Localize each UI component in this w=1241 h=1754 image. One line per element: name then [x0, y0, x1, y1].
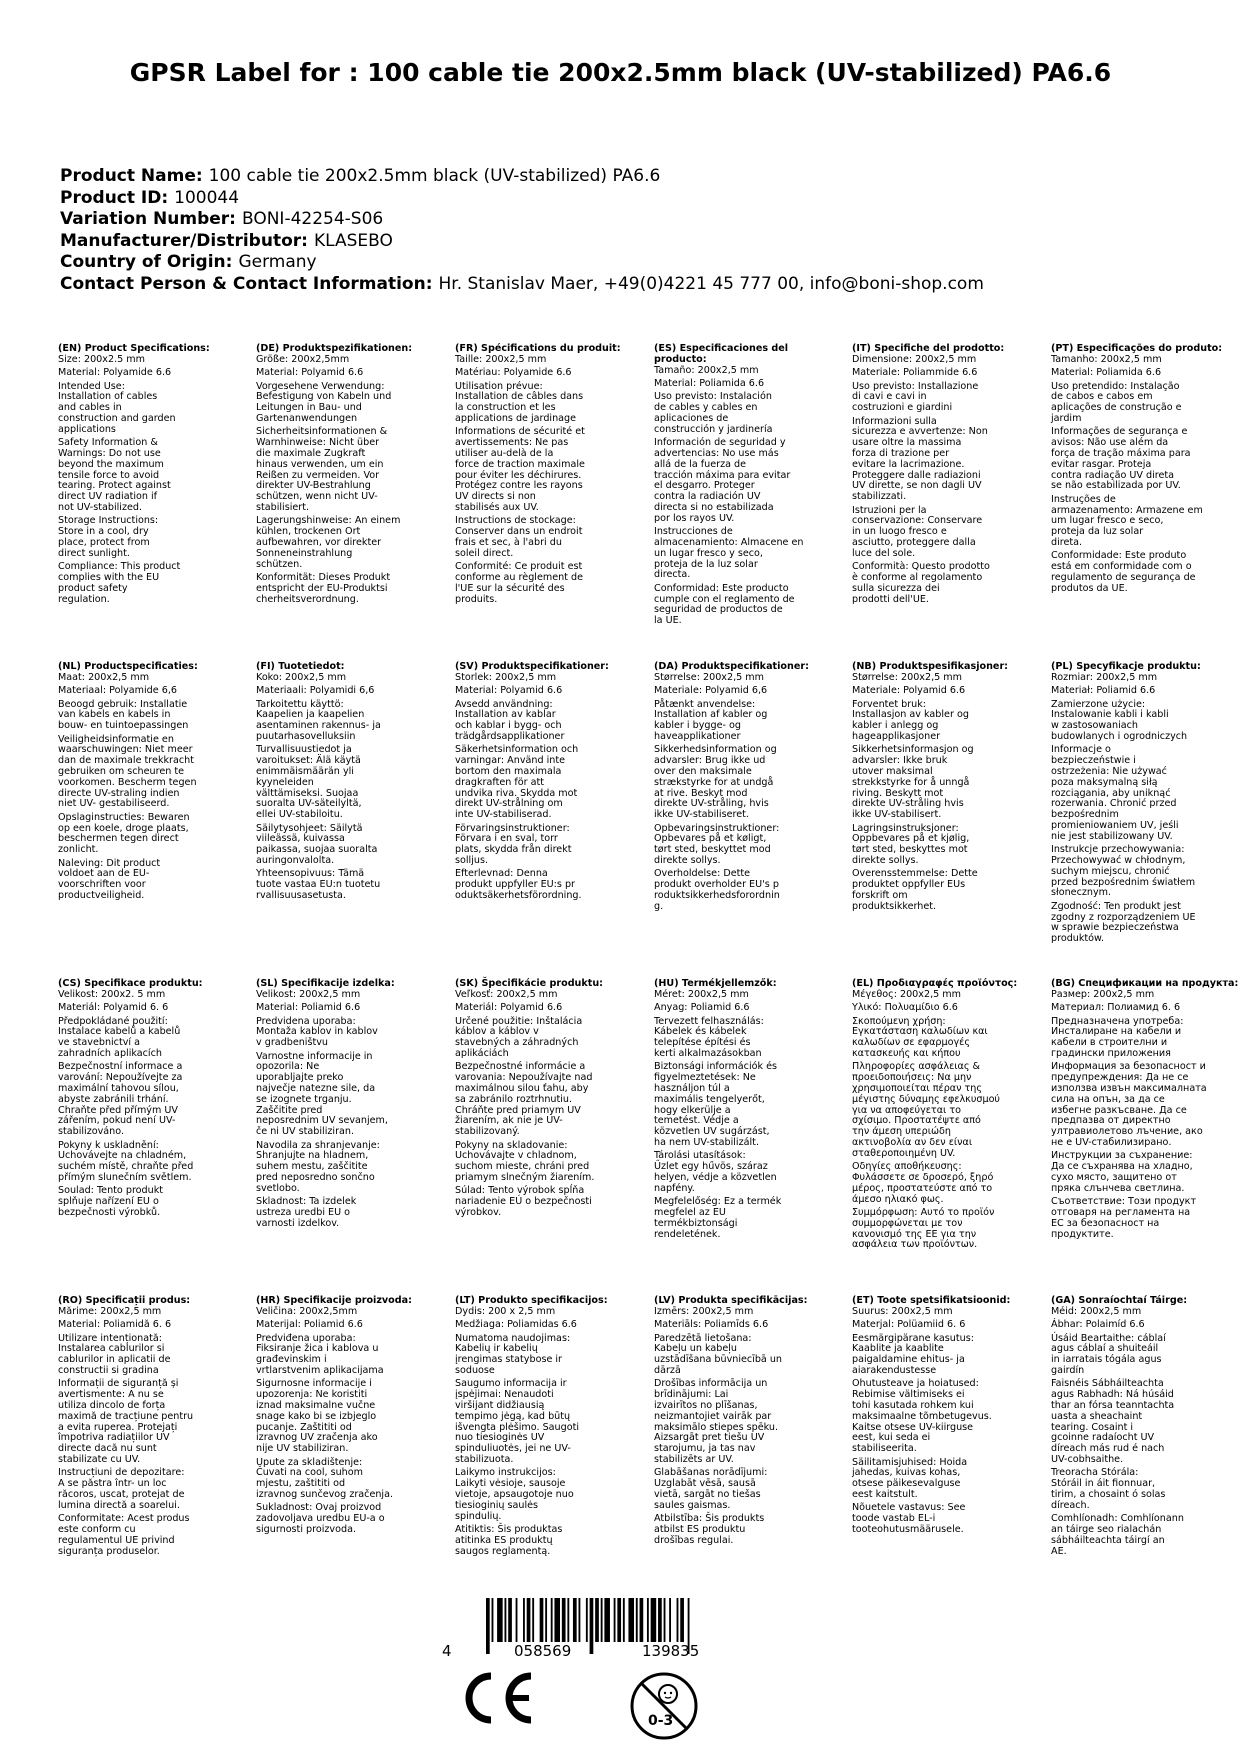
spec-column [256, 1296, 444, 1538]
spec-paragraph: Informations de sécurité et avertissements: Ne pas utiliser au-delà de la force de traction maximale pour éviter les déchirures. Protégez contre les rayons UV directs si non stabilisés aux UV. [455, 426, 585, 513]
spec-paragraph: Veľkosť: 200x2,5 mm [455, 988, 558, 1000]
spec-paragraph: Veiligheidsinformatie en waarschuwingen: Niet meer dan de maximale trekkracht gebruiken om scheuren te voorkomen. Bescherm tegen directe UV-straling indien niet UV- gestabiliseerd. [58, 733, 197, 810]
spec-column [58, 1296, 246, 1560]
spec-paragraph: Zamierzone użycie: Instalowanie kabli i kabli w zastosowaniach budowlanych i ogrodniczych [1051, 698, 1188, 742]
spec-paragraph: Informazioni sulla sicurezza e avvertenze: Non usare oltre la massima forza di trazione per evitare la lacrimazione. Proteggere dalle radiazioni UV dirette, se non dagli UV stabilizzati. [852, 415, 988, 503]
barcode-bar [573, 1598, 577, 1642]
spec-paragraph: Συμμόρφωση: Αυτό το προϊόν συμμορφώνεται με τον κανονισμό της ΕΕ για την ασφάλεια των προϊόντων. [852, 1206, 995, 1251]
spec-paragraph: Méret: 200x2,5 mm [654, 988, 749, 1000]
spec-paragraph: Förvaringsinstruktioner: Förvara i en sval, torr plats, skydda från direkt solljus. [455, 822, 572, 866]
spec-paragraph: Comhlíonadh: Comhlíonann an táirge seo rialachán sábháilteachta táirgí an AE. [1051, 1513, 1184, 1557]
spec-paragraph: Materiaal: Polyamide 6,6 [58, 685, 177, 697]
spec-paragraph: Koko: 200x2,5 mm [256, 671, 347, 683]
spec-paragraph: Dydis: 200 x 2,5 mm [455, 1305, 556, 1317]
spec-paragraph: Υλικό: Πολυαμίδιο 6.6 [852, 1002, 958, 1014]
spec-paragraph: Méid: 200x2,5 mm [1051, 1305, 1142, 1317]
spec-paragraph: Numatoma naudojimas: Kabelių ir kabelių įrengimas statybose ir soduose [455, 1332, 571, 1376]
info-value: Germany [238, 252, 317, 273]
spec-paragraph: Atitiktis: Šis produktas atitinka ES produktų saugos reglamentą. [455, 1523, 563, 1557]
spec-paragraph: Tarkoitettu käyttö: Kaapelien ja kaapelien asentaminen rakennus- ja puutarhasovelluksiin [256, 698, 381, 742]
spec-paragraph: Material: Poliamid 6.6 [256, 1002, 361, 1014]
info-value: BONI-42254-S06 [241, 209, 384, 230]
spec-paragraph: Uso pretendido: Instalação de cabos e cabos em aplicações de construção e jardim [1051, 380, 1182, 424]
spec-paragraph: Materijal: Poliamid 6.6 [256, 1319, 363, 1331]
spec-paragraph: Информация за безопасност и предупреждения: Да не се използва извън максималната сила на опън, за да се избегне разкъсване. Да се предпазва от директно ултравиолетово лъчение, ако не е UV-стабилизирано. [1051, 1061, 1207, 1148]
spec-heading: (SV) Produktspecifikationer: [455, 661, 609, 672]
spec-paragraph: Eesmärgipärane kasutus: Kaablite ja kaablite paigaldamine ehitus- ja aiarakendustesse [852, 1332, 974, 1376]
spec-column [852, 979, 1040, 1254]
spec-column [654, 979, 842, 1243]
spec-paragraph: Vorgesehene Verwendung: Befestigung von Kabeln und Leitungen in Bau- und Gartenanwendungen [256, 380, 392, 424]
barcode-bar [516, 1598, 518, 1642]
spec-paragraph: Predvidena uporaba: Montaža kablov in kablov v gradbeništvu [256, 1015, 378, 1049]
spec-paragraph: Úsáid Beartaithe: cáblaí agus cáblaí a shuiteáil in iarratais tógála agus gairdín [1051, 1332, 1166, 1376]
spec-heading: (BG) Спецификации на продукта: [1051, 978, 1239, 989]
info-label: Manufacturer/Distributor: [60, 230, 308, 251]
spec-paragraph: Instrukcje przechowywania: Przechowywać w chłodnym, suchym miejscu, chronić przed bezpośrednim światłem słonecznym. [1051, 844, 1196, 899]
page-title: GPSR Label for : 100 cable tie 200x2.5mm black (UV-stabilized) PA6.6 [129, 58, 1112, 87]
barcode-bar [523, 1598, 525, 1642]
spec-paragraph: Lagerungshinweise: An einem kühlen, trockenen Ort aufbewahren, vor direkter Sonneneinstrahlung schützen. [256, 515, 401, 570]
spec-paragraph: Drošības informācija un brīdinājumi: Lai izvairītos no plīšanas, neizmantojiet vairāk par maksimālo stiepes spēku. Aizsargāt pret tiešu UV starojumu, ja tas nav stabilizēts ar UV. [654, 1378, 779, 1465]
info-value: KLASEBO [313, 230, 393, 251]
spec-column [58, 344, 246, 608]
spec-paragraph: Forventet bruk: Installasjon av kabler og kabler i anlegg og hageapplikasjoner [852, 698, 969, 742]
spec-paragraph: Tervezett felhasználás: Kábelek és kábelek telepítése építési és kerti alkalmazásokban [654, 1015, 764, 1059]
spec-paragraph: Veličina: 200x2,5mm [256, 1305, 358, 1317]
spec-column [58, 662, 246, 904]
spec-paragraph: Sikkerhetsinformasjon og advarsler: Ikke bruk utover maksimal strekkstyrke for å unngå riving. Beskytt mot direkte UV-stråling hvis ikke UV-stabilisert. [852, 744, 974, 821]
barcode-bar [545, 1598, 547, 1642]
barcode-bar [586, 1598, 588, 1642]
spec-paragraph: Tamaño: 200x2,5 mm [654, 364, 759, 376]
not-for-children-0-3-icon [628, 1670, 700, 1742]
spec-paragraph: Předpokládané použití: Instalace kabelů a kabelů ve stavebnictví a zahradních aplikacích [58, 1015, 181, 1059]
spec-heading: (CS) Specifikace produktu: [58, 978, 203, 989]
spec-column [455, 662, 643, 904]
info-label: Country of Origin: [60, 252, 233, 273]
spec-heading: (SL) Specifikacije izdelka: [256, 978, 395, 989]
spec-paragraph: Bezpečnostní informace a varování: Nepoužívejte za maximální tahovou sílou, abyste zabránili trhání. Chraňte před přímým UV zářením, pokud není UV- stabilizováno. [58, 1061, 183, 1138]
spec-paragraph: Informacje o bezpieczeństwie i ostrzeżenia: Nie używać poza maksymalną siłą rozciągania, aby uniknąć rozerwania. Chronić przed bezpośrednim promieniowaniem UV, jeśli nie jest stabilizowany UV. [1051, 744, 1179, 842]
barcode-bar [677, 1598, 679, 1642]
age-label: 0-3 [648, 1713, 674, 1729]
spec-paragraph: Beoogd gebruik: Installatie van kabels en kabels in bouw- en tuintoepassingen [58, 698, 189, 732]
spec-paragraph: Upute za skladištenje: Čuvati na cool, suhom mjestu, zaštititi od izravnog sunčevog zračenja. [256, 1456, 394, 1500]
spec-paragraph: Instructions de stockage: Conserver dans un endroit frais et sec, à l'abri du soleil direct. [455, 515, 583, 559]
spec-heading: (GA) Sonraíochtaí Táirge: [1051, 1295, 1188, 1306]
spec-paragraph: Materiale: Polyamid 6.6 [852, 685, 966, 697]
spec-paragraph: Instruções de armazenamento: Armazene em um lugar fresco e seco, proteja da luz solar direta. [1051, 493, 1203, 548]
barcode-bar [664, 1598, 666, 1642]
barcode-bar [540, 1598, 544, 1642]
spec-paragraph: Súlad: Tento výrobok spĺňa nariadenie EÚ o bezpečnosti výrobkov. [455, 1185, 592, 1218]
barcode-bar [505, 1598, 507, 1642]
spec-paragraph: Informații de siguranță și avertismente: A nu se utiliza dincolo de forța maximă de tracțiune pentru a evita ruperea. Protejați împotriva radiațiilor UV directe dacă nu sunt stabilizate cu UV. [58, 1378, 194, 1465]
spec-paragraph: Størrelse: 200x2,5 mm [654, 671, 764, 683]
spec-column [852, 344, 1040, 608]
spec-paragraph: Ábhar: Polaimíd 6.6 [1051, 1319, 1145, 1331]
barcode-bar [579, 1598, 581, 1642]
spec-heading: (DA) Produktspecifikationer: [654, 661, 809, 672]
spec-column [654, 1296, 842, 1549]
spec-paragraph: Megfelelőség: Ez a termék megfelel az EU termékbiztonsági rendeletének. [654, 1196, 782, 1240]
barcode-bar [658, 1598, 662, 1642]
spec-paragraph: Dimensione: 200x2,5 mm [852, 353, 977, 365]
spec-paragraph: Sikkerhedsinformation og advarsler: Brug ikke ud over den maksimale strækstyrke for at undgå at rive. Beskyt mod direkte UV-stråling, hvis ikke UV-stabiliseret. [654, 744, 777, 821]
barcode-bar [508, 1598, 512, 1642]
spec-paragraph: Paredzētā lietošana: Kabeļu un kabeļu uzstādīšana būvniecībā un dārzā [654, 1332, 783, 1376]
spec-heading: (FR) Spécifications du produit: [455, 343, 621, 354]
spec-paragraph: Säilitamisjuhised: Hoida jahedas, kuivas kohas, otsese päikesevalguse eest kaitstult. [852, 1456, 968, 1500]
spec-paragraph: Storlek: 200x2,5 mm [455, 671, 557, 683]
spec-paragraph: Efterlevnad: Denna produkt uppfyller EU:s pr oduktsäkerhetsförordning. [455, 868, 582, 901]
spec-paragraph: Bezpečnostné informácie a varovania: Nepoužívajte nad maximálnou silou ťahu, aby sa zabránilo roztrhnutiu. Chráňte pred priamym UV žiarením, ak nie je UV- stabilizovaný. [455, 1061, 593, 1138]
spec-heading: (RO) Specificații produs: [58, 1295, 191, 1306]
barcode-bar [651, 1598, 657, 1642]
barcode-bar [551, 1598, 553, 1642]
spec-paragraph: Faisnéis Sábháilteachta agus Rabhadh: Ná húsáid thar an fórsa teanntachta uasta a sheachaint tearing. Cosaint i gcoinne radaíocht UV díreach más rud é nach UV-cobhsaithe. [1051, 1378, 1175, 1465]
spec-paragraph: Conformité: Ce produit est conforme au règlement de l'UE sur la sécurité des produits. [455, 561, 583, 605]
spec-paragraph: Opbevaringsinstruktioner: Opbevares på et køligt, tørt sted, beskyttet mod direkte sollys. [654, 822, 780, 866]
spec-column [852, 1296, 1040, 1538]
info-row [60, 274, 1200, 296]
spec-paragraph: Konformität: Dieses Produkt entspricht der EU-Produktsi cherheitsverordnung. [256, 571, 391, 605]
spec-heading: (LT) Produkto specifikacijos: [455, 1295, 608, 1306]
barcode-bar [604, 1598, 610, 1642]
spec-paragraph: Rozmiar: 200x2,5 mm [1051, 671, 1158, 683]
spec-paragraph: Materiale: Polyamid 6,6 [654, 685, 768, 697]
barcode-bar [614, 1598, 616, 1642]
spec-paragraph: Инструкции за съхранение: Да се съхранява на хладно, сухо място, защитено от пряка слънчева светлина. [1051, 1150, 1193, 1194]
spec-column [1051, 1296, 1239, 1560]
barcode-bar [486, 1598, 490, 1654]
info-value: 100 cable tie 200x2.5mm black (UV-stabilized) PA6.6 [208, 166, 661, 186]
barcode-digit-prefix: 4 [442, 1642, 452, 1660]
spec-column [455, 344, 643, 608]
spec-paragraph: Material: Polyamid 6.6 [455, 685, 563, 697]
spec-paragraph: Zgodność: Ten produkt jest zgodny z rozporządzeniem UE w sprawie bezpieczeństwa produktów. [1051, 900, 1196, 945]
spec-paragraph: Velikost: 200x2,5 mm [256, 988, 361, 1000]
info-label: Product ID: [60, 187, 169, 208]
barcode-bar [640, 1598, 644, 1642]
spec-paragraph: Saugumo informacija ir įspėjimai: Nenaudoti viršijant didžiausią tempimo jėgą, kad būtų išvengta plėšimo. Saugoti nuo tiesioginės UV spinduliuotės, jei ne UV- stabilizuota. [455, 1378, 580, 1465]
spec-paragraph: Tárolási utasítások: Űzlet egy hűvös, száraz helyen, védje a közvetlen napfény. [654, 1150, 777, 1194]
spec-paragraph: Materiał: Poliamid 6.6 [1051, 685, 1156, 697]
spec-paragraph: Conformidade: Este produto está em conformidade com o regulamento de segurança de produtos da UE. [1051, 550, 1196, 594]
spec-paragraph: Overholdelse: Dette produkt overholder EU's p roduktsikkerhedsforordnin g. [654, 868, 780, 912]
spec-column [852, 662, 1040, 915]
spec-paragraph: Medžiaga: Poliamidas 6.6 [455, 1319, 577, 1331]
spec-column [58, 979, 246, 1221]
spec-paragraph: Conformidad: Este producto cumple con el reglamento de seguridad de productos de la UE. [654, 582, 795, 627]
spec-column [654, 662, 842, 915]
spec-paragraph: Sicherheitsinformationen & Warnhinweise: Nicht über die maximale Zugkraft hinaus verwenden, um ein Reißen zu vermeiden. Vor direkter UV-Bestrahlung schützen, wenn nicht UV- stabilisiert. [256, 426, 388, 513]
spec-paragraph: Material: Poliamida 6.6 [654, 377, 765, 389]
spec-paragraph: Avsedd användning: Installation av kablar och kablar i bygg- och trädgårdsapplikationer [455, 698, 565, 742]
barcode-bar [636, 1598, 638, 1642]
spec-column [256, 662, 444, 904]
spec-heading: (PL) Specyfikacje produktu: [1051, 661, 1201, 672]
spec-paragraph: Material: Polyamide 6.6 [58, 367, 172, 379]
spec-paragraph: Påtænkt anvendelse: Installation af kabler og kabler i bygge- og haveapplikationer [654, 698, 768, 742]
spec-column [455, 979, 643, 1221]
spec-paragraph: Size: 200x2.5 mm [58, 353, 145, 365]
spec-paragraph: Treoracha Stórála: Stóráil in áit fionnuar, tirim, a chosaint ó solas díreach. [1051, 1467, 1166, 1511]
info-label: Variation Number: [60, 209, 236, 230]
barcode-bar [628, 1598, 634, 1642]
info-label: Contact Person & Contact Information: [60, 273, 433, 294]
spec-column [1051, 662, 1239, 947]
spec-paragraph: Størrelse: 200x2,5 mm [852, 671, 962, 683]
info-row [60, 188, 1200, 210]
spec-paragraph: Naleving: Dit product voldoet aan de EU- voorschriften voor productveiligheid. [58, 857, 161, 901]
spec-heading: (ES) Especificaciones del producto: [654, 343, 789, 365]
spec-paragraph: Atbilstība: Šis produkts atbilst ES produktu drošības regulai. [654, 1513, 765, 1546]
barcode-bar [623, 1598, 625, 1642]
spec-paragraph: Sukladnost: Ovaj proizvod zadovoljava uredbu EU-a o sigurnosti proizvoda. [256, 1502, 385, 1535]
spec-heading: (NL) Productspecificaties: [58, 661, 198, 672]
spec-paragraph: Sigurnosne informacije i upozorenja: Ne koristiti iznad maksimalne vučne snage kako bi se izbjeglo pucanje. Zaštititi od izravnog UV zračenja ako nije UV stabiliziran. [256, 1378, 378, 1455]
spec-heading: (HU) Termékjellemzők: [654, 978, 777, 989]
spec-paragraph: Suurus: 200x2,5 mm [852, 1305, 953, 1317]
barcode-bar [532, 1598, 534, 1642]
spec-paragraph: Säkerhetsinformation och varningar: Använd inte bortom den maximala dragkraften för att undvika riva. Skydda mot direkt UV-strålning om inte UV-stabiliserad. [455, 744, 579, 821]
spec-paragraph: Mărime: 200x2,5 mm [58, 1305, 162, 1317]
spec-paragraph: Размер: 200x2,5 mm [1051, 988, 1155, 1000]
spec-paragraph: Turvallisuustiedot ja varoitukset: Älä käytä enimmäismäärän yli kyyneleiden välttämiseksi. Suojaa suoralta UV-säteilyltä, ellei UV-stabiloitu. [256, 744, 362, 821]
spec-paragraph: Material: Poliamida 6.6 [1051, 367, 1162, 379]
spec-paragraph: Materiaali: Polyamidi 6,6 [256, 685, 375, 697]
spec-paragraph: Conformità: Questo prodotto è conforme al regolamento sulla sicurezza dei prodotti dell'UE. [852, 561, 990, 605]
spec-paragraph: Compliance: This product complies with the EU product safety regulation. [58, 561, 181, 605]
spec-paragraph: Určené použitie: Inštalácia káblov a káblov v stavebných a záhradných aplikáciách [455, 1015, 583, 1059]
spec-paragraph: Taille: 200x2,5 mm [455, 353, 547, 365]
spec-heading: (IT) Specifiche del prodotto: [852, 343, 1005, 354]
spec-paragraph: Predviđena uporaba: Fiksiranje žica i kablova u građevinskim i vrtlarstvenim aplikacijama [256, 1332, 384, 1376]
barcode-bar [590, 1598, 594, 1654]
spec-paragraph: Istruzioni per la conservazione: Conservare in un luogo fresco e asciutto, proteggere dalla luce del sole. [852, 504, 983, 559]
spec-column [654, 344, 842, 629]
spec-heading: (ET) Toote spetsifikatsioonid: [852, 1295, 1011, 1306]
spec-paragraph: Opslaginstructies: Bewaren op een koele, droge plaats, beschermen tegen direct zonlicht. [58, 811, 190, 856]
spec-column [256, 979, 444, 1232]
spec-paragraph: Instrucciones de almacenamiento: Almacene en un lugar fresco y seco, proteja de la luz solar directa. [654, 526, 804, 581]
barcode-digits-right: 139835 [642, 1642, 700, 1660]
info-label: Product Name: [60, 166, 203, 186]
barcode-bar [680, 1598, 684, 1642]
barcode-bar [562, 1598, 566, 1642]
spec-paragraph: Safety Information & Warnings: Do not use beyond the maximum tensile force to avoid tearing. Protect against direct UV radiation if not UV-stabilized. [58, 437, 171, 513]
spec-paragraph: Größe: 200x2,5mm [256, 353, 350, 365]
spec-paragraph: Uso previsto: Installazione di cavi e cavi in costruzioni e giardini [852, 380, 979, 414]
spec-paragraph: Material: Poliamidă 6. 6 [58, 1319, 172, 1331]
spec-paragraph: Materiál: Polyamid 6. 6 [58, 1002, 169, 1014]
barcode-bar [492, 1598, 494, 1642]
spec-paragraph: Informações de segurança e avisos: Não use além da força de tração máxima para evitar rasgar. Proteja contra radiação UV direta se não estabilizada por UV. [1051, 426, 1191, 492]
spec-paragraph: Velikost: 200x2. 5 mm [58, 988, 166, 1000]
spec-paragraph: Предназначена употреба: Инсталиране на кабели и кабели в строителни и градински приложения [1051, 1015, 1184, 1059]
spec-paragraph: Materiale: Poliammide 6.6 [852, 367, 978, 379]
spec-column [455, 1296, 643, 1560]
info-value: Hr. Stanislav Maer, +49(0)4221 45 777 00, info@boni-shop.com [438, 273, 984, 294]
spec-paragraph: Ohutusteave ja hoiatused: Rebimise vältimiseks ei tohi kasutada rohkem kui maksimaalne tõmbetugevus. Kaitse otsese UV-kiirguse eest, kui seda ei stabiliseerita. [852, 1378, 992, 1455]
spec-paragraph: Lagringsinstruksjoner: Oppbevares på et kjølig, tørt sted, beskyttes mot direkte sollys. [852, 822, 970, 866]
spec-heading: (FI) Tuotetiedot: [256, 661, 345, 672]
info-row [60, 209, 1200, 231]
info-row [60, 231, 1200, 253]
barcode-bar [527, 1598, 531, 1642]
spec-paragraph: Σκοπούμενη χρήση: Εγκατάσταση καλωδίων και καλωδίων σε εφαρμογές κατασκευής και κήπου [852, 1015, 988, 1059]
barcode-bar [601, 1598, 603, 1642]
spec-paragraph: Biztonsági információk és figyelmeztetések: Ne használjon túl a maximális tengelyerőt, hogy elkerülje a temetést. Védje a közvetlen UV sugárzást, ha nem UV-stabilizált. [654, 1061, 777, 1148]
info-row [60, 252, 1200, 274]
spec-paragraph: Anyag: Poliamid 6.6 [654, 1002, 750, 1014]
spec-paragraph: Información de seguridad y advertencias: No use más allá de la fuerza de tracción máxima para evitar el desgarro. Proteger contra la radiación UV directa si no estabilizada por los rayos UV. [654, 437, 791, 524]
spec-paragraph: Materiāls: Poliamīds 6.6 [654, 1319, 769, 1331]
spec-paragraph: Conformitate: Acest produs este conform cu regulamentul UE privind siguranța produselor. [58, 1513, 190, 1557]
ce-mark-icon [455, 1668, 539, 1728]
spec-paragraph: Glabāšanas norādījumi: Uzglabāt vēsā, sausā vietā, sargāt no tiešas saules gaismas. [654, 1467, 768, 1511]
spec-column [256, 344, 444, 608]
barcode-bar [595, 1598, 599, 1642]
spec-paragraph: Μέγεθος: 200x2,5 mm [852, 988, 961, 1000]
spec-paragraph: Uso previsto: Instalación de cables y cables en aplicaciones de construcción y jardinería [654, 391, 773, 435]
spec-paragraph: Utilizare intenționată: Instalarea cablurilor si cablurilor in aplicatii de constructii si gradina [58, 1332, 171, 1376]
info-value: 100044 [174, 187, 240, 208]
barcode-bar [669, 1598, 671, 1642]
product-info [60, 166, 1200, 296]
spec-paragraph: Skladnost: Ta izdelek ustreza uredbi EU o varnosti izdelkov. [256, 1196, 357, 1229]
spec-paragraph: Tamanho: 200x2,5 mm [1051, 353, 1162, 365]
spec-paragraph: Storage Instructions: Store in a cool, dry place, protect from direct sunlight. [58, 515, 159, 559]
barcode-digits-left: 058569 [514, 1642, 572, 1660]
spec-column [1051, 979, 1239, 1243]
spec-paragraph: Navodila za shranjevanje: Shranjujte na hladnem, suhem mestu, zaščitite pred neposredno sončno svetlobo. [256, 1139, 380, 1194]
spec-paragraph: Intended Use: Installation of cables and cables in construction and garden applications [58, 380, 176, 435]
spec-heading: (EL) Προδιαγραφές προϊόντος: [852, 978, 1018, 989]
spec-paragraph: Πληροφορίες ασφάλειας & προειδοποιήσεις: Να μην χρησιμοποιείται πέραν της μέγιστης δύναμης εφελκυσμού για να αποφεύγεται το σχίσιμο. Προστατέψτε από την άμεση υπεριώδη ακτινοβολία αν δεν είναι σταθεροποιημένη UV. [852, 1061, 1000, 1159]
spec-paragraph: Materiál: Polyamid 6.6 [455, 1002, 563, 1014]
spec-paragraph: Säilytysohjeet: Säilytä viileässä, kuivassa paikassa, suojaa suoralta auringonvalolta. [256, 822, 378, 866]
spec-paragraph: Maat: 200x2,5 mm [58, 671, 150, 683]
spec-heading: (EN) Product Specifications: [58, 343, 210, 354]
spec-paragraph: Izmērs: 200x2,5 mm [654, 1305, 754, 1317]
spec-paragraph: Varnostne informacije in opozorila: Ne uporabljajte preko največje natezne sile, da se izognete trganju. Zaščitite pred neposrednim UV sevanjem, če ni UV stabiliziran. [256, 1050, 388, 1138]
barcode-bar [617, 1598, 621, 1642]
spec-paragraph: Материал: Полиамид 6. 6 [1051, 1002, 1181, 1014]
spec-heading: (LV) Produkta specifikācijas: [654, 1295, 808, 1306]
spec-paragraph: Overensstemmelse: Dette produktet oppfyller EUs forskrift om produktsikkerhet. [852, 868, 978, 912]
spec-paragraph: Yhteensopivuus: Tämä tuote vastaa EU:n tuotetu rvallisuusasetusta. [256, 868, 381, 901]
spec-paragraph: Material: Polyamid 6.6 [256, 367, 364, 379]
spec-column [1051, 344, 1239, 597]
spec-heading: (DE) Produktspezifikationen: [256, 343, 413, 354]
spec-paragraph: Materjal: Polüamiid 6. 6 [852, 1319, 966, 1331]
barcode-bar [647, 1598, 649, 1642]
spec-paragraph: Съответствие: Този продукт отговаря на регламента на ЕС за безопасност на продуктите. [1051, 1196, 1197, 1240]
spec-heading: (HR) Specifikacije proizvoda: [256, 1295, 412, 1306]
spec-paragraph: Instrucțiuni de depozitare: A se păstra într- un loc răcoros, uscat, protejat de lumina directă a soarelui. [58, 1467, 185, 1511]
barcode-bar [554, 1598, 560, 1642]
spec-paragraph: Nõuetele vastavus: See toode vastab EL-i tooteohutusmäärusele. [852, 1502, 966, 1535]
spec-paragraph: Soulad: Tento produkt splňuje nařízení EU o bezpečnosti výrobků. [58, 1185, 164, 1218]
spec-paragraph: Laikymo instrukcijos: Laikyti vėsioje, sausoje vietoje, apsaugotoje nuo tiesioginių saulės spindulių. [455, 1467, 574, 1522]
spec-heading: (PT) Especificações do produto: [1051, 343, 1223, 354]
spec-paragraph: Utilisation prévue: Installation de câbles dans la construction et les applications de jardinage [455, 380, 584, 424]
spec-paragraph: Pokyny k uskladnění: Uchovávejte na chladném, suchém místě, chraňte před přímým slunečním světlem. [58, 1139, 194, 1183]
spec-paragraph: Οδηγίες αποθήκευσης: Φυλάσσετε σε δροσερό, ξηρό μέρος, προστατεύστε από το άμεσο ηλιακό φως. [852, 1161, 994, 1205]
info-row [60, 166, 1200, 188]
barcode-bar [497, 1598, 503, 1642]
spec-heading: (SK) Špecifikácie produktu: [455, 978, 604, 989]
spec-paragraph: Pokyny na skladovanie: Uchovávajte v chladnom, suchom mieste, chráni pred priamym slnečným žiarením. [455, 1139, 595, 1183]
spec-heading: (NB) Produktspesifikasjoner: [852, 661, 1009, 672]
spec-paragraph: Matériau: Polyamide 6.6 [455, 367, 572, 379]
barcode-bar [567, 1598, 569, 1642]
